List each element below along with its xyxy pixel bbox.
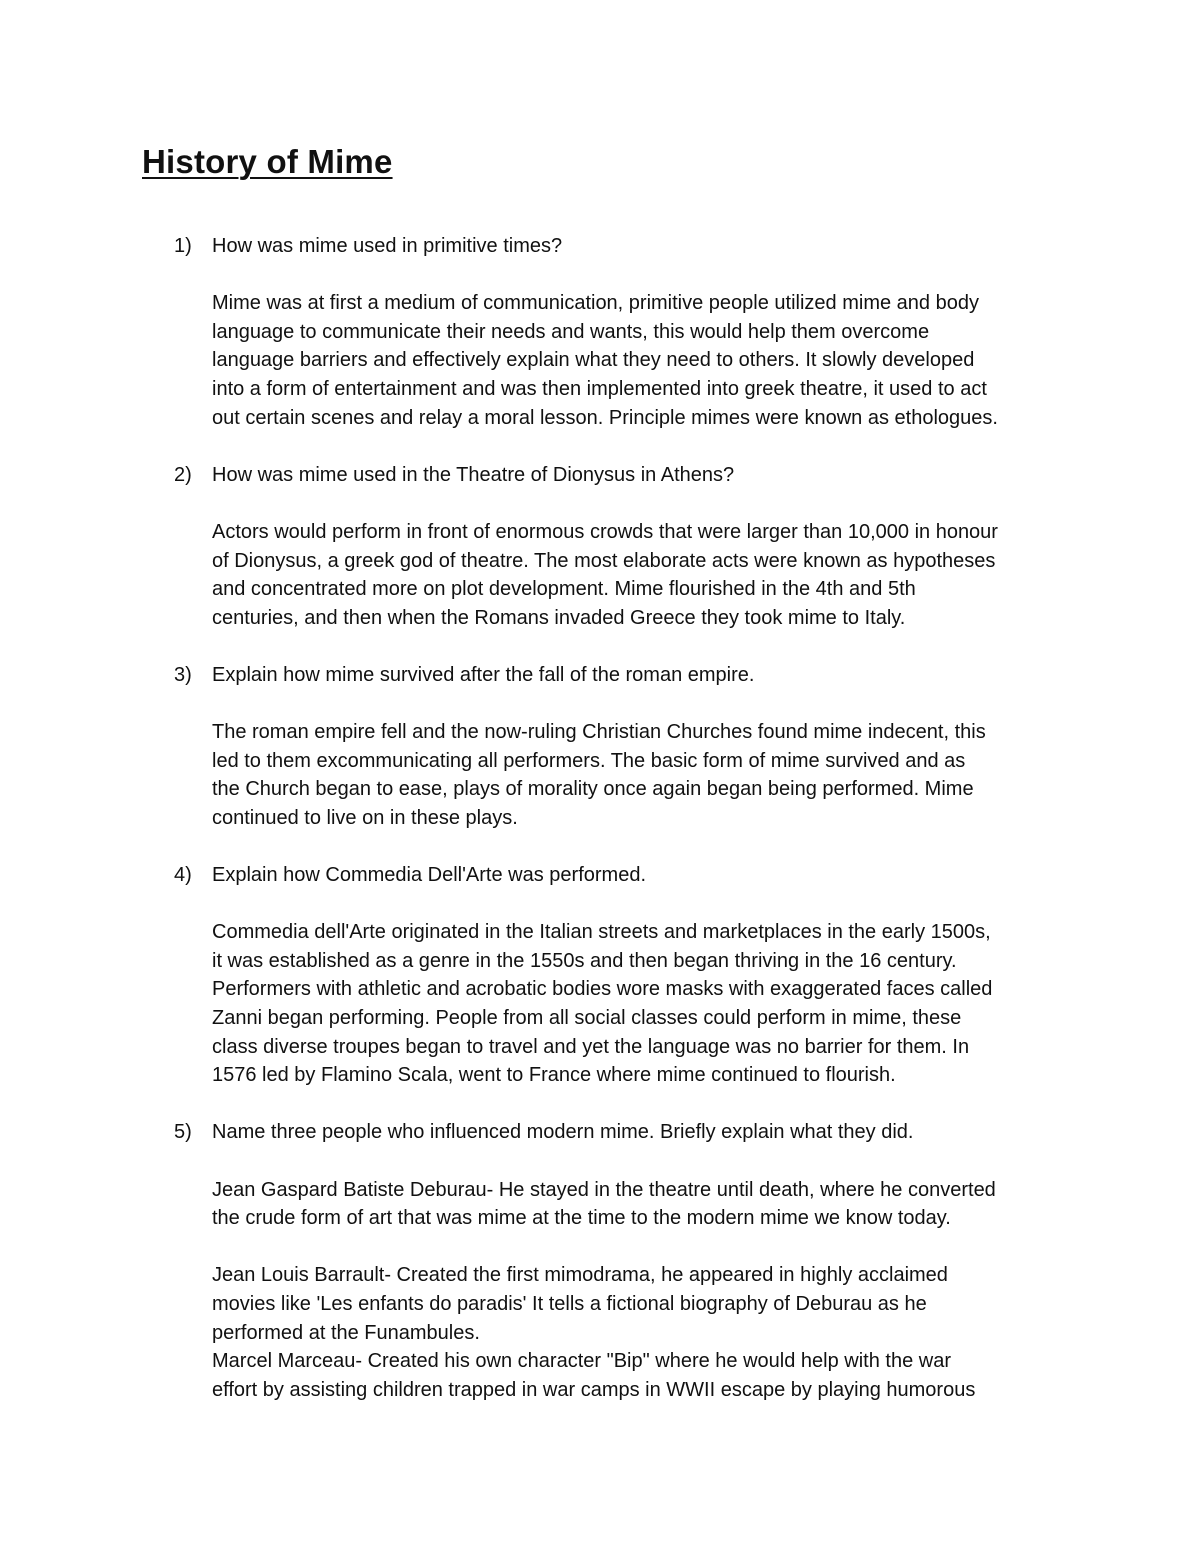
answer-paragraph [0, 1261, 1200, 1404]
question-row [0, 861, 1200, 890]
answer-line: language barriers and effectively explain what they need to others. It slowly developed [212, 349, 975, 372]
answer-paragraph [0, 518, 1200, 632]
answer-line: and concentrated more on plot development. Mime flourished in the 4th and 5th [212, 578, 916, 601]
answer-line: centuries, and then when the Romans invaded Greece they took mime to Italy. [212, 606, 906, 629]
question-block [0, 232, 1200, 432]
question-block [0, 661, 1200, 833]
answer-line: it was established as a genre in the 1550s and then began thriving in the 16 century. [212, 949, 957, 972]
answer-line: the crude form of art that was mime at the time to the modern mime we know today. [212, 1207, 951, 1230]
answer-paragraph [0, 1176, 1200, 1233]
answer-line: Jean Gaspard Batiste Deburau- He stayed in the theatre until death, where he converted [212, 1178, 996, 1201]
question-text: How was mime used in primitive times? [212, 235, 563, 257]
answer-line: led to them excommunicating all performers. The basic form of mime survived and as [212, 749, 966, 772]
answer-paragraph [0, 289, 1200, 432]
question-number: 2) [174, 463, 192, 486]
answer-line: of Dionysus, a greek god of theatre. The most elaborate acts were known as hypotheses [212, 549, 996, 572]
question-list [0, 232, 1200, 1433]
answer-line: class diverse troupes began to travel and yet the language was no barrier for them. In [212, 1035, 970, 1058]
question-number: 5) [174, 1121, 192, 1144]
paragraph-gap [0, 1233, 1200, 1262]
question-row [0, 661, 1200, 690]
question-text: Explain how Commedia Dell'Arte was performed. [212, 864, 646, 887]
question-text: Explain how mime survived after the fall of the roman empire. [212, 663, 755, 686]
answer-line: Performers with athletic and acrobatic bodies wore masks with exaggerated faces called [212, 978, 993, 1001]
answer-paragraph [0, 718, 1200, 832]
answer-line: effort by assisting children trapped in war camps in WWII escape by playing humorous [212, 1378, 976, 1401]
answer-line: out certain scenes and relay a moral lesson. Principle mimes were known as ethologues. [212, 406, 998, 429]
question-row [0, 1118, 1200, 1147]
answer-line: 1576 led by Flamino Scala, went to France where mime continued to flourish. [212, 1064, 896, 1087]
question-block [0, 1118, 1200, 1404]
answer-line: The roman empire fell and the now-ruling Christian Churches found mime indecent, this [212, 721, 986, 744]
answer-line: Jean Louis Barrault- Created the first mimodrama, he appeared in highly acclaimed [212, 1264, 948, 1287]
question-block [0, 461, 1200, 633]
answer-line: performed at the Funambules. [212, 1321, 480, 1344]
answer-line: continued to live on in these plays. [212, 806, 518, 829]
answer-line: Commedia dell'Arte originated in the Italian streets and marketplaces in the early 1500s, [212, 921, 991, 944]
question-row [0, 232, 1200, 261]
answer-line: Zanni began performing. People from all social classes could perform in mime, these [212, 1007, 962, 1030]
question-number: 1) [174, 235, 192, 257]
answer-line: language to communicate their needs and wants, this would help them overcome [212, 320, 930, 343]
question-number: 4) [174, 864, 192, 887]
question-number: 3) [174, 663, 192, 686]
question-text: How was mime used in the Theatre of Dionysus in Athens? [212, 463, 735, 486]
question-block [0, 861, 1200, 1090]
document-title: History of Mime [142, 143, 393, 180]
question-row [0, 461, 1200, 490]
answer-line: into a form of entertainment and was then implemented into greek theatre, it used to act [212, 377, 987, 400]
question-text: Name three people who influenced modern mime. Briefly explain what they did. [212, 1121, 914, 1144]
answer-line: the Church began to ease, plays of morality once again began being performed. Mime [212, 778, 974, 801]
answer-line: Marcel Marceau- Created his own character "Bip" where he would help with the war [212, 1350, 951, 1373]
answer-line: movies like 'Les enfants do paradis' It tells a fictional biography of Deburau as he [212, 1292, 927, 1315]
answer-line: Mime was at first a medium of communication, primitive people utilized mime and body [212, 292, 979, 315]
answer-paragraph [0, 918, 1200, 1090]
answer-line: Actors would perform in front of enormous crowds that were larger than 10,000 in honour [212, 520, 998, 543]
